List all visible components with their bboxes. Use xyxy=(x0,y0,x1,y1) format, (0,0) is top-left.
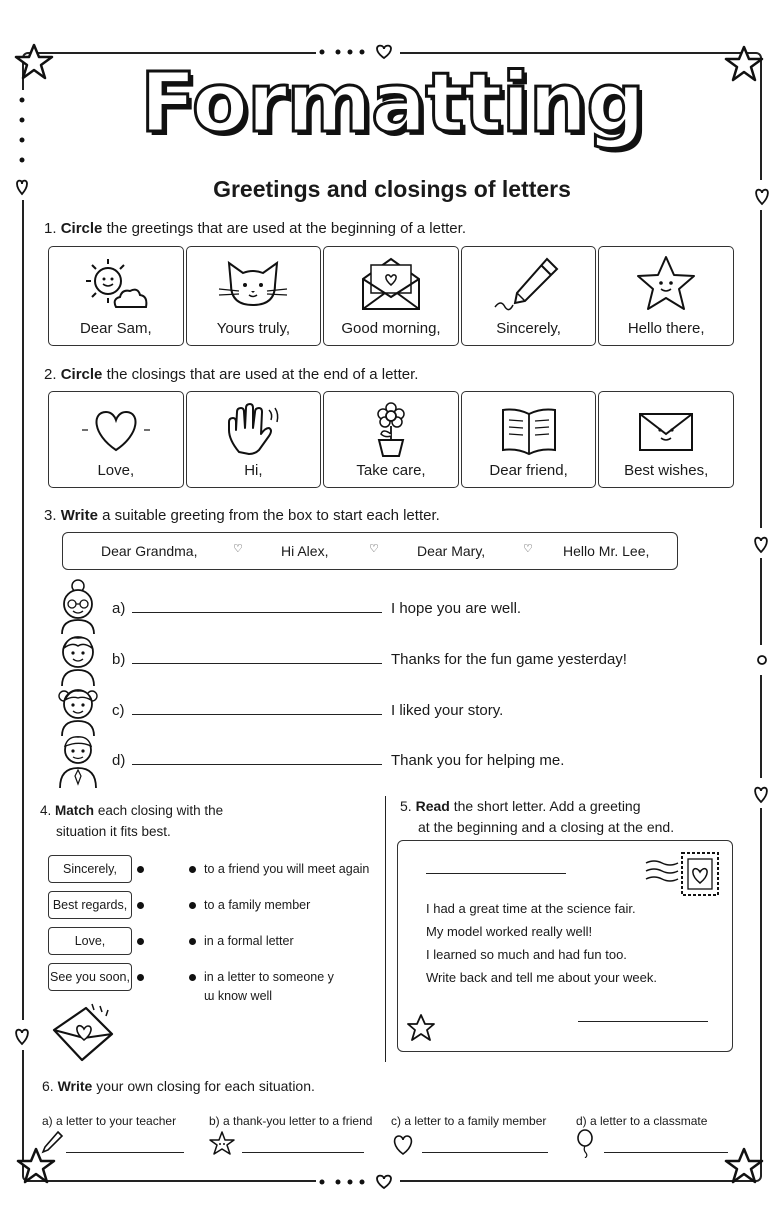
item-letter: b) xyxy=(112,651,126,668)
grandma-avatar-icon xyxy=(54,578,102,634)
match-dot[interactable] xyxy=(189,974,196,981)
card-label: Yours truly, xyxy=(216,320,291,337)
heart-icon xyxy=(390,1132,416,1156)
stamp-icon xyxy=(644,849,724,903)
sun-cloud-icon xyxy=(78,255,154,313)
answer-line[interactable] xyxy=(132,764,382,765)
item-letter: d) xyxy=(112,752,126,769)
match-dot[interactable] xyxy=(189,938,196,945)
pencil-icon xyxy=(40,1130,64,1156)
letter-box xyxy=(397,840,733,1052)
heart-icon xyxy=(750,528,772,558)
answer-line[interactable] xyxy=(132,714,382,715)
envelope-heart-icon xyxy=(46,1000,118,1066)
card-label: Dear friend, xyxy=(489,462,568,479)
open-book-icon xyxy=(491,400,567,458)
card-label: Hello there, xyxy=(627,320,705,337)
closing-option[interactable]: Love, xyxy=(48,927,132,955)
heart-icon: ♡ xyxy=(233,543,243,555)
letter-sentence: I hope you are well. xyxy=(391,600,522,617)
greeting-card[interactable] xyxy=(461,246,597,346)
heart-icon xyxy=(750,778,772,808)
closing-card[interactable] xyxy=(461,391,597,488)
question-4-prompt-line2: situation it fits best. xyxy=(56,824,171,839)
letter-sentence: Thanks for the fun game yesterday! xyxy=(391,651,627,668)
closing-card[interactable] xyxy=(186,391,322,488)
flower-pot-icon xyxy=(353,400,429,458)
heart-icon: ♡ xyxy=(523,543,533,555)
card-label: Take care, xyxy=(356,462,426,479)
card-label: Best wishes, xyxy=(624,462,709,479)
smiling-envelope-icon xyxy=(628,400,704,458)
situation-option-continued: ɯ know well xyxy=(204,989,273,1003)
match-dot[interactable] xyxy=(189,902,196,909)
closing-cards xyxy=(48,391,734,488)
card-label: Hi, xyxy=(244,462,263,479)
question-4-prompt: 4. Match each closing with the xyxy=(40,803,224,818)
letter-line: Write back and tell me about your week. xyxy=(426,970,657,985)
letter-line: I had a great time at the science fair. xyxy=(426,901,636,916)
letter-sentence: Thank you for helping me. xyxy=(391,752,565,769)
answer-line[interactable] xyxy=(132,612,382,613)
situation-option: in a formal letter xyxy=(204,934,294,948)
card-label: Dear Sam, xyxy=(79,320,152,337)
word-bank-item: Hello Mr. Lee, xyxy=(563,543,650,559)
answer-line[interactable] xyxy=(422,1152,548,1153)
closing-card[interactable] xyxy=(323,391,459,488)
greeting-cards xyxy=(48,246,734,346)
item-letter: c) xyxy=(112,702,125,719)
word-bank-item: Dear Grandma, xyxy=(101,543,198,559)
answer-line[interactable] xyxy=(66,1152,184,1153)
greeting-card[interactable] xyxy=(323,246,459,346)
heart-icon xyxy=(12,1020,32,1050)
situation-label: a) a letter to your teacher xyxy=(42,1114,177,1128)
closing-card[interactable] xyxy=(598,391,734,488)
heart-icon: ♡ xyxy=(369,543,379,555)
question-3-prompt: 3. Write a suitable greeting from the box to start each letter. xyxy=(44,507,440,524)
answer-line[interactable] xyxy=(242,1152,364,1153)
card-label: Love, xyxy=(97,462,135,479)
closing-answer-line[interactable] xyxy=(578,1021,708,1022)
letter-line: My model worked really well! xyxy=(426,924,593,939)
word-bank xyxy=(62,532,678,570)
situation-option: to a friend you will meet again xyxy=(204,862,370,876)
question-5-prompt: 5. Read the short letter. Add a greeting xyxy=(400,798,641,814)
situation-label: d) a letter to a classmate xyxy=(576,1114,708,1128)
greeting-card[interactable] xyxy=(48,246,184,346)
item-letter: a) xyxy=(112,600,126,617)
answer-line[interactable] xyxy=(132,663,382,664)
greeting-card[interactable] xyxy=(598,246,734,346)
pencil-icon xyxy=(491,255,567,313)
match-dot[interactable] xyxy=(137,866,144,873)
answer-line[interactable] xyxy=(604,1152,728,1153)
letter-sentence: I liked your story. xyxy=(391,702,504,719)
question-2-prompt: 2. Circle the closings that are used at the end of a letter. xyxy=(44,366,419,383)
boy-avatar-icon xyxy=(54,632,102,686)
situation-option: in a letter to someone y xyxy=(204,970,334,984)
heart-icon xyxy=(78,400,154,458)
situation-label: b) a thank-you letter to a friend xyxy=(209,1114,373,1128)
waving-hand-icon xyxy=(215,400,291,458)
closing-option[interactable]: Sincerely, xyxy=(48,855,132,883)
match-dot[interactable] xyxy=(137,938,144,945)
section-divider xyxy=(385,796,386,1062)
card-label: Good morning, xyxy=(341,320,441,337)
border-ornament-icon xyxy=(752,645,772,675)
closing-option[interactable]: See you soon, xyxy=(48,963,132,991)
match-dot[interactable] xyxy=(137,974,144,981)
greeting-card[interactable] xyxy=(186,246,322,346)
greeting-answer-line[interactable] xyxy=(426,873,566,874)
cat-icon xyxy=(215,255,291,313)
border-ornament-icon xyxy=(316,1172,400,1192)
letter-line: I learned so much and had fun too. xyxy=(426,947,627,962)
question-1-prompt: 1. Circle the greetings that are used at the beginning of a letter. xyxy=(44,220,466,237)
star-face-icon xyxy=(628,255,704,313)
man-avatar-icon xyxy=(54,732,102,788)
star-icon xyxy=(406,1013,436,1043)
question-6-prompt: 6. Write your own closing for each situation. xyxy=(42,1078,315,1094)
star-icon xyxy=(724,1146,764,1186)
match-dot[interactable] xyxy=(137,902,144,909)
balloon-icon xyxy=(574,1128,596,1158)
closing-option[interactable]: Best regards, xyxy=(48,891,132,919)
girl-avatar-icon xyxy=(54,682,102,736)
match-dot[interactable] xyxy=(189,866,196,873)
word-bank-item: Dear Mary, xyxy=(417,543,486,559)
word-bank-item: Hi Alex, xyxy=(281,543,329,559)
situation-label: c) a letter to a family member xyxy=(391,1114,547,1128)
question-5-prompt-line2: at the beginning and a closing at the end. xyxy=(418,819,675,835)
star-face-icon xyxy=(208,1130,236,1156)
situation-option: to a family member xyxy=(204,898,311,912)
card-label: Sincerely, xyxy=(496,320,561,337)
worksheet-title: Formatting xyxy=(140,56,644,151)
closing-card[interactable] xyxy=(48,391,184,488)
worksheet-subtitle: Greetings and closings of letters xyxy=(213,176,571,202)
envelope-heart-icon xyxy=(353,255,429,313)
